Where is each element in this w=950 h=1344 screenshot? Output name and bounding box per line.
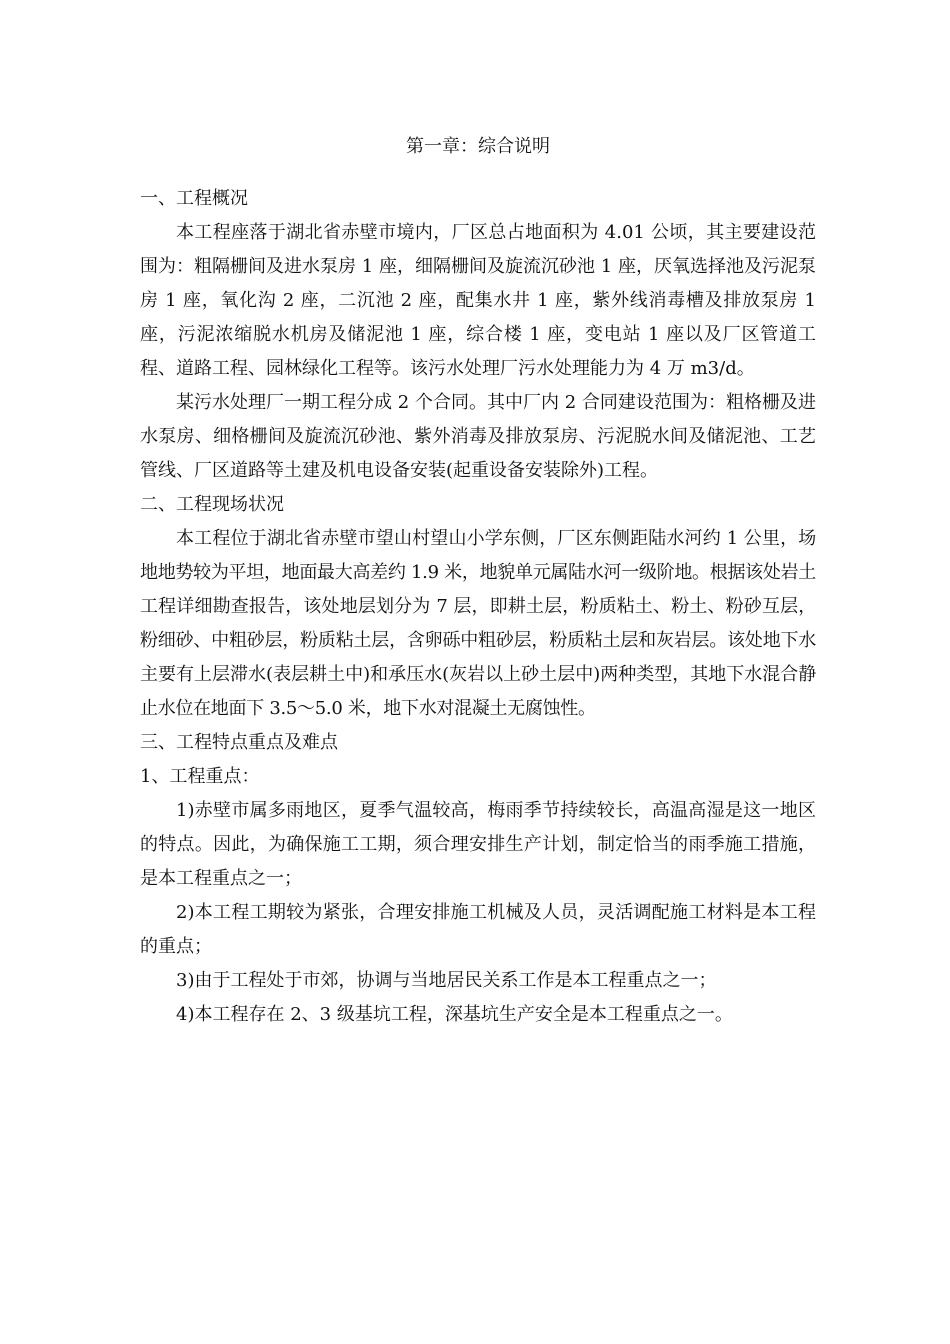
overview-paragraph-2: 某污水处理厂一期工程分成 2 个合同。其中厂内 2 合同建设范围为：粗格栅及进水泵房、细格栅间及旋流沉砂池、紫外消毒及排放泵房、污泥脱水间及储泥池、工艺管线、厂区道路等土建及机电设备安装(起重设备安装除外)工程。 xyxy=(140,392,816,481)
chapter-title: 第一章：综合说明 xyxy=(406,136,550,157)
key-point-item-3: 3)由于工程处于市郊，协调与当地居民关系工作是本工程重点之一； xyxy=(176,970,717,991)
section-heading-site-conditions: 二、工程现场状况 xyxy=(140,494,284,515)
site-conditions-paragraph: 本工程位于湖北省赤壁市望山村望山小学东侧，厂区东侧距陆水河约 1 公里，场地地势较为平坦，地面最大高差约 1.9 米，地貌单元属陆水河一级阶地。根据该处岩土工程详细勘查报告，该处地层划分为 7 层，即耕土层，粉质粘土、粉土、粉砂互层，粉细砂、中粗砂层，粉质粘土层，含卵砾中粗砂层，粉质粘土层和灰岩层。该处地下水主要有上层滞水(表层耕土中)和承压水(灰岩以上砂土层中)两种类型，其地下水混合静止水位在地面下 3.5～5.0 米，地下水对混凝土无腐蚀性。 xyxy=(140,528,816,719)
key-point-item-1: 1)赤壁市属多雨地区，夏季气温较高，梅雨季节持续较长，高温高湿是这一地区的特点。因此，为确保施工工期，须合理安排生产计划，制定恰当的雨季施工措施，是本工程重点之一； xyxy=(140,800,816,889)
section-heading-overview: 一、工程概况 xyxy=(140,188,248,209)
overview-paragraph-1: 本工程座落于湖北省赤壁市境内，厂区总占地面积为 4.01 公顷，其主要建设范围为：粗隔栅间及进水泵房 1 座，细隔栅间及旋流沉砂池 1 座，厌氧选择池及污泥泵房 1 座，氧化沟 2 座，二沉池 2 座，配集水井 1 座，紫外线消毒槽及排放泵房 1 座，污泥浓缩脱水机房及储泥池 1 座，综合楼 1 座，变电站 1 座以及厂区管道工程、道路工程、园林绿化工程等。该污水处理厂污水处理能力为 4 万 m3/d。 xyxy=(140,222,816,379)
document-body xyxy=(140,130,816,1032)
key-point-item-4: 4)本工程存在 2、3 级基坑工程，深基坑生产安全是本工程重点之一。 xyxy=(176,1004,733,1025)
section-heading-key-points: 三、工程特点重点及难点 xyxy=(140,732,338,753)
key-point-item-2: 2)本工程工期较为紧张，合理安排施工机械及人员，灵活调配施工材料是本工程的重点； xyxy=(140,902,816,957)
subheading-key-points: 1、工程重点： xyxy=(140,766,260,787)
